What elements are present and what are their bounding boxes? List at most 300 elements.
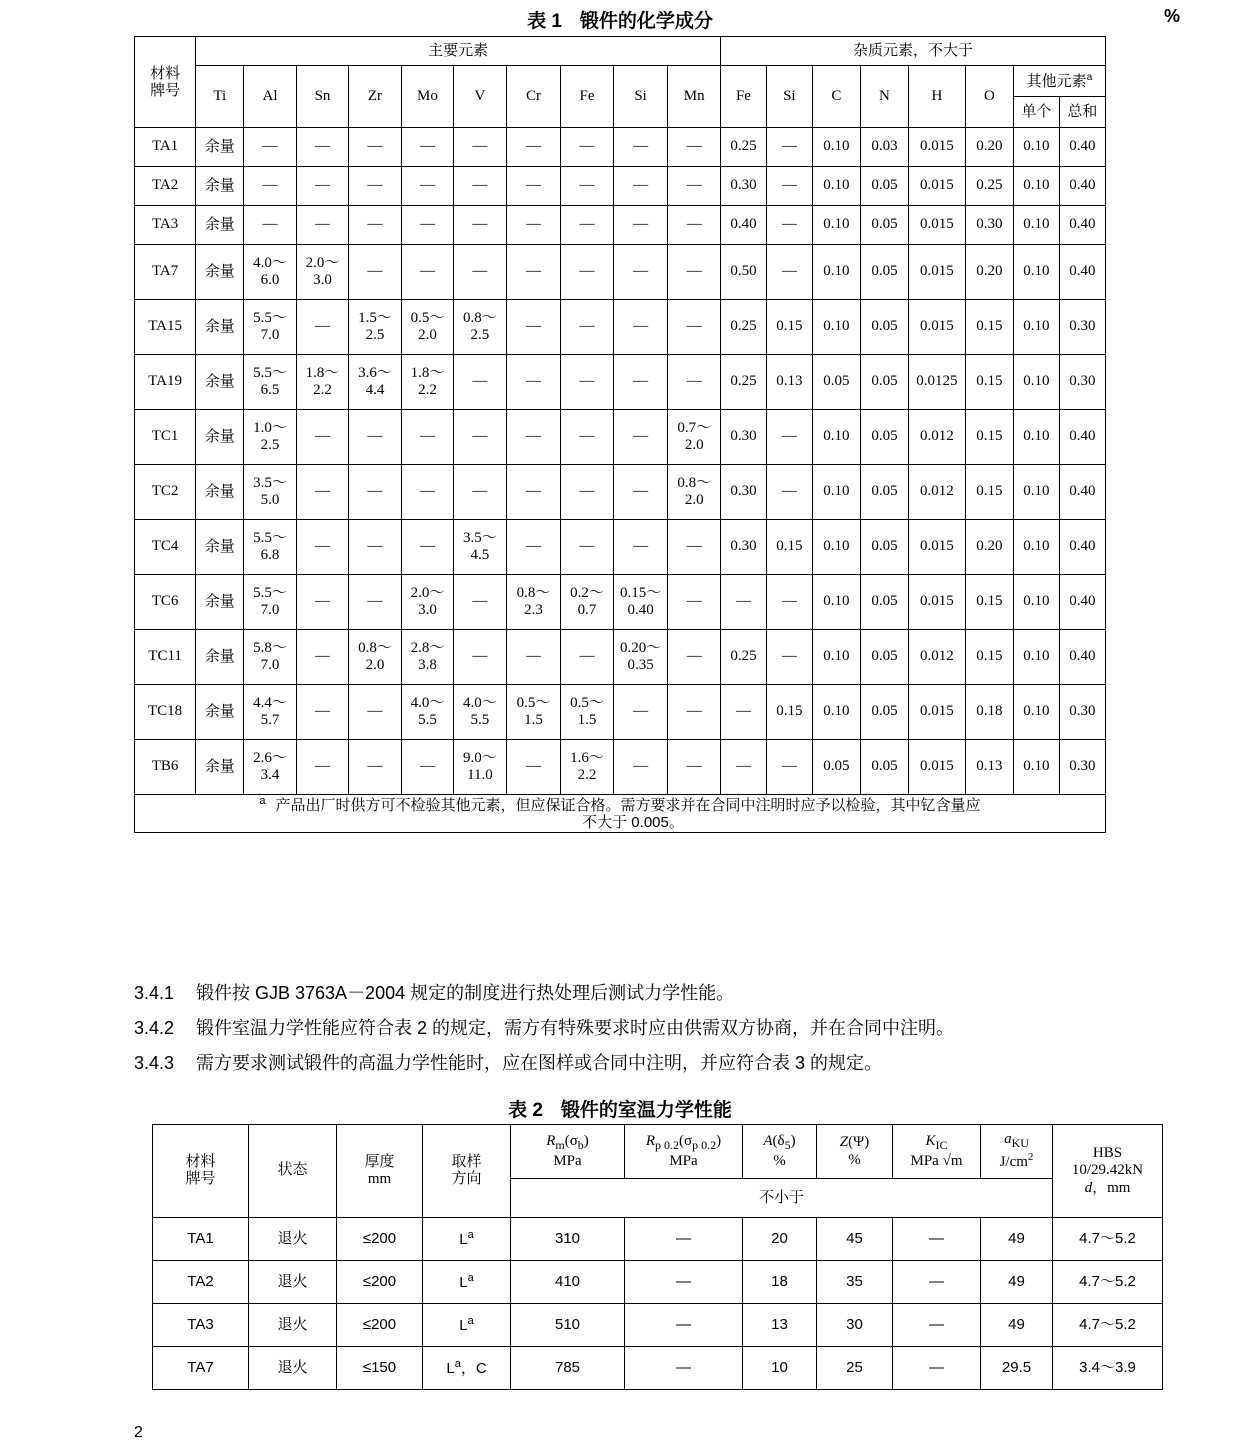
kic-subscript: IC <box>935 1137 948 1152</box>
table2-cell-thickness: ≤200 <box>337 1218 423 1261</box>
a-unit: % <box>773 1152 786 1169</box>
table1-col-other-total: 总和 <box>1059 97 1105 128</box>
table2-cell-state: 退火 <box>249 1261 337 1304</box>
table1-header-material <box>135 37 196 128</box>
table2-cell-aku: 49 <box>981 1304 1053 1347</box>
table1-cell-main-7: — <box>561 465 613 520</box>
table1-cell-grade: TC1 <box>135 410 196 465</box>
table1-col-Ti: Ti <box>196 66 244 128</box>
table1-cell-other-single: 0.10 <box>1013 630 1059 685</box>
table1-cell-main-8: — <box>613 167 668 206</box>
table1-cell-impurity-0: — <box>721 685 767 740</box>
table2-container <box>152 1124 1144 1390</box>
table1-cell-impurity-5: 0.15 <box>965 355 1013 410</box>
table1-cell-main-1: 3.5～ 5.0 <box>244 465 296 520</box>
table1-col-Fe-imp: Fe <box>721 66 767 128</box>
rp-subscript: p 0.2 <box>655 1137 680 1152</box>
table2-cell-state: 退火 <box>249 1304 337 1347</box>
paragraph-number: 3.4.2 <box>134 1018 175 1039</box>
direction-line1: 取样 <box>451 1153 482 1170</box>
table1-cell-main-4: 4.0～ 5.5 <box>401 685 453 740</box>
a-paren-sub: 5 <box>784 1137 791 1152</box>
table1-cell-main-0: 余量 <box>196 410 244 465</box>
table1-cell-main-6: — <box>506 245 561 300</box>
table1-cell-main-4: — <box>401 410 453 465</box>
table1-cell-main-1: 5.5～ 6.8 <box>244 520 296 575</box>
table1-cell-main-8: — <box>613 300 668 355</box>
table1-cell-main-6: 0.8～ 2.3 <box>506 575 561 630</box>
table1-cell-main-1: 1.0～ 2.5 <box>244 410 296 465</box>
direction-line2: 方向 <box>451 1171 482 1187</box>
table1-cell-main-6: — <box>506 740 561 795</box>
table1-cell-impurity-4: 0.012 <box>909 410 966 465</box>
table1-cell-other-total: 0.40 <box>1059 520 1105 575</box>
table1-cell-impurity-1: — <box>766 410 812 465</box>
table2-cell-rp: — <box>625 1347 743 1390</box>
table1-cell-impurity-0: 0.30 <box>721 520 767 575</box>
table1-col-C: C <box>812 66 860 128</box>
table2-cell-rp: — <box>625 1218 743 1261</box>
table2-cell-thickness: ≤150 <box>337 1347 423 1390</box>
table1-cell-other-single: 0.10 <box>1013 740 1059 795</box>
table1-cell-main-5: — <box>454 465 506 520</box>
z-unit: % <box>848 1151 861 1168</box>
table1-cell-other-single: 0.10 <box>1013 300 1059 355</box>
table1-cell-main-6: — <box>506 300 561 355</box>
paragraph-3-4-2 <box>134 1011 1134 1046</box>
rm-symbol: R <box>546 1132 556 1149</box>
table1-cell-other-single: 0.10 <box>1013 410 1059 465</box>
table1-cell-impurity-0: 0.30 <box>721 465 767 520</box>
table1-cell-main-1: — <box>244 167 296 206</box>
table1-cell-main-3: — <box>349 520 401 575</box>
table1-cell-other-single: 0.10 <box>1013 128 1059 167</box>
table1-cell-impurity-1: — <box>766 245 812 300</box>
table2-cell-state: 退火 <box>249 1347 337 1390</box>
thickness-line2: mm <box>367 1171 392 1187</box>
table1-cell-impurity-3: 0.05 <box>860 520 908 575</box>
table2-cell-grade: TA3 <box>153 1304 249 1347</box>
rp-symbol: R <box>645 1132 656 1149</box>
table2-cell-direction: $L^a$，C <box>423 1347 511 1390</box>
table1-cell-main-2: — <box>296 128 348 167</box>
a-paren-open: (δ <box>772 1132 785 1149</box>
table2-cell-aku: 49 <box>981 1261 1053 1304</box>
table1-cell-main-2: — <box>296 300 348 355</box>
table1-cell-main-3: — <box>349 245 401 300</box>
paragraph-3-4-3 <box>134 1046 1134 1081</box>
table1-cell-impurity-3: 0.05 <box>860 245 908 300</box>
table1-col-H: H <box>909 66 966 128</box>
table1-cell-impurity-1: — <box>766 167 812 206</box>
table2-cell-rp: — <box>625 1261 743 1304</box>
table1-cell-main-0: 余量 <box>196 128 244 167</box>
table1-cell-main-9: — <box>668 575 721 630</box>
table1-cell-grade: TC18 <box>135 685 196 740</box>
table1-cell-main-5: — <box>454 630 506 685</box>
table1-cell-other-total: 0.30 <box>1059 355 1105 410</box>
table1-cell-main-7: 0.5～ 1.5 <box>561 685 613 740</box>
table1-cell-other-total: 0.40 <box>1059 630 1105 685</box>
table1-cell-main-9: — <box>668 630 721 685</box>
table-row <box>135 206 1106 245</box>
aku-unit: J/cm <box>999 1154 1028 1171</box>
paragraph-text: 锻件室温力学性能应符合表 2 的规定，需方有特殊要求时应由供需双方协商，并在合同中注明。 <box>196 1018 955 1039</box>
table1-cell-main-4: — <box>401 520 453 575</box>
table1-cell-impurity-2: 0.05 <box>812 355 860 410</box>
table1-cell-main-3: — <box>349 410 401 465</box>
table-row <box>153 1304 1163 1347</box>
table1-cell-main-5: — <box>454 245 506 300</box>
table1-cell-impurity-5: 0.30 <box>965 206 1013 245</box>
table1-cell-impurity-1: — <box>766 575 812 630</box>
table2-cell-z: 25 <box>817 1347 893 1390</box>
table2-cell-grade: TA1 <box>153 1218 249 1261</box>
table1-cell-main-0: 余量 <box>196 355 244 410</box>
table1-cell-main-1: 4.0～ 6.0 <box>244 245 296 300</box>
table1-cell-impurity-0: 0.25 <box>721 128 767 167</box>
aku-symbol: a <box>1004 1131 1012 1148</box>
table-row <box>153 1218 1163 1261</box>
table2-not-less-than: 不小于 <box>511 1179 1053 1218</box>
table1-col-O: O <box>965 66 1013 128</box>
table2-header-material <box>153 1125 249 1218</box>
table1-cell-other-total: 0.30 <box>1059 300 1105 355</box>
table1-cell-main-2: — <box>296 575 348 630</box>
table1-cell-main-9: — <box>668 355 721 410</box>
table1-cell-main-5: 4.0～ 5.5 <box>454 685 506 740</box>
table1-cell-impurity-1: — <box>766 740 812 795</box>
table-row <box>135 685 1106 740</box>
hbs-d-symbol: d <box>1084 1179 1093 1196</box>
table1-cell-main-3: — <box>349 740 401 795</box>
table1-cell-impurity-2: 0.10 <box>812 685 860 740</box>
table1-cell-main-3: 1.5～ 2.5 <box>349 300 401 355</box>
table1-cell-main-5: — <box>454 410 506 465</box>
table1-cell-main-5: 3.5～ 4.5 <box>454 520 506 575</box>
table1-col-V: V <box>454 66 506 128</box>
table1-cell-main-4: 2.0～ 3.0 <box>401 575 453 630</box>
table2-cell-aku: 49 <box>981 1218 1053 1261</box>
table1-cell-grade: TA3 <box>135 206 196 245</box>
table1-cell-main-2: 1.8～ 2.2 <box>296 355 348 410</box>
table1-cell-main-0: 余量 <box>196 740 244 795</box>
table1-col-other <box>1013 66 1105 97</box>
table1-caption <box>0 6 1240 33</box>
table1-cell-impurity-2: 0.10 <box>812 167 860 206</box>
table1-cell-impurity-3: 0.05 <box>860 575 908 630</box>
table1-cell-main-1: 2.6～ 3.4 <box>244 740 296 795</box>
table1-cell-main-6: — <box>506 206 561 245</box>
table1-cell-main-7: 1.6～ 2.2 <box>561 740 613 795</box>
table1-cell-main-8: — <box>613 128 668 167</box>
table1-cell-main-2: 2.0～ 3.0 <box>296 245 348 300</box>
table1-cell-impurity-5: 0.18 <box>965 685 1013 740</box>
table1-group-main: 主要元素 <box>196 37 721 66</box>
table1-cell-main-2: — <box>296 465 348 520</box>
table1-caption-text: 锻件的化学成分 <box>579 11 713 32</box>
table1-cell-main-4: — <box>401 465 453 520</box>
table1-cell-main-7: — <box>561 410 613 465</box>
table2-header-z <box>817 1125 893 1179</box>
table1-cell-grade: TA2 <box>135 167 196 206</box>
table1-col-Si-main: Si <box>613 66 668 128</box>
table1-cell-main-9: — <box>668 245 721 300</box>
table1-cell-main-8: — <box>613 355 668 410</box>
table1-cell-other-total: 0.40 <box>1059 206 1105 245</box>
table1-cell-impurity-2: 0.10 <box>812 575 860 630</box>
rp-paren-close: ) <box>716 1132 722 1149</box>
table2-header-rm <box>511 1125 625 1179</box>
material-line2: 牌号 <box>185 1171 216 1187</box>
table1-cell-impurity-4: 0.015 <box>909 300 966 355</box>
table1-cell-impurity-4: 0.0125 <box>909 355 966 410</box>
table1-col-Si-imp: Si <box>766 66 812 128</box>
table1-cell-impurity-3: 0.05 <box>860 410 908 465</box>
table1-cell-main-4: 1.8～ 2.2 <box>401 355 453 410</box>
table1-cell-main-0: 余量 <box>196 465 244 520</box>
table1-cell-main-1: — <box>244 206 296 245</box>
table1-cell-main-4: 2.8～ 3.8 <box>401 630 453 685</box>
table1-cell-main-7: — <box>561 630 613 685</box>
table1-cell-impurity-1: 0.15 <box>766 685 812 740</box>
footnote-marker: a <box>259 795 266 807</box>
table1-cell-main-7: — <box>561 300 613 355</box>
table1-cell-impurity-3: 0.05 <box>860 685 908 740</box>
table-row <box>135 300 1106 355</box>
table2-cell-thickness: ≤200 <box>337 1261 423 1304</box>
table1-cell-other-total: 0.40 <box>1059 465 1105 520</box>
table1-cell-main-4: — <box>401 245 453 300</box>
table1-cell-impurity-0: 0.50 <box>721 245 767 300</box>
table1-cell-other-single: 0.10 <box>1013 520 1059 575</box>
table1-cell-main-1: 5.8～ 7.0 <box>244 630 296 685</box>
table2-cell-hbs: 3.4～3.9 <box>1053 1347 1163 1390</box>
table1-cell-impurity-5: 0.20 <box>965 245 1013 300</box>
table2-cell-z: 30 <box>817 1304 893 1347</box>
table2-cell-grade: TA2 <box>153 1261 249 1304</box>
table2-cell-grade: TA7 <box>153 1347 249 1390</box>
table1-col-Al: Al <box>244 66 296 128</box>
a-symbol: A <box>763 1132 773 1149</box>
table1-cell-impurity-5: 0.25 <box>965 167 1013 206</box>
table2-caption-number: 表 2 <box>508 1100 543 1121</box>
table1-cell-impurity-2: 0.10 <box>812 410 860 465</box>
table2-cell-kic: — <box>893 1218 981 1261</box>
table1-cell-impurity-0: 0.25 <box>721 630 767 685</box>
table1-cell-main-4: — <box>401 206 453 245</box>
table1-cell-main-9: — <box>668 167 721 206</box>
table2-cell-a: 18 <box>743 1261 817 1304</box>
table1-cell-other-single: 0.10 <box>1013 465 1059 520</box>
table2-cell-kic: — <box>893 1304 981 1347</box>
table1-cell-impurity-0: 0.25 <box>721 355 767 410</box>
footnote-line1: 产品出厂时供方可不检验其他元素，但应保证合格。需方要求并在合同中注明时应予以检验，其中钇含量应 <box>275 797 981 814</box>
hbs-line1: HBS <box>1092 1145 1123 1162</box>
table1-cell-impurity-4: 0.015 <box>909 245 966 300</box>
table1-cell-main-0: 余量 <box>196 575 244 630</box>
table-row <box>153 1347 1163 1390</box>
footnote-line2: 不大于 0.005。 <box>582 814 684 832</box>
table1-cell-main-6: — <box>506 465 561 520</box>
table2-header-state: 状态 <box>249 1125 337 1218</box>
table1-cell-impurity-4: 0.015 <box>909 520 966 575</box>
table1-col-Cr: Cr <box>506 66 561 128</box>
table1-cell-main-9: — <box>668 300 721 355</box>
material-line2: 牌号 <box>150 82 181 99</box>
table1-cell-main-3: — <box>349 465 401 520</box>
table2-cell-aku: 29.5 <box>981 1347 1053 1390</box>
paragraph-number: 3.4.1 <box>134 983 175 1003</box>
other-elements-footnote-mark: a <box>1086 71 1093 83</box>
paragraph-number: 3.4.3 <box>134 1053 175 1074</box>
table1-col-Mn: Mn <box>668 66 721 128</box>
aku-subscript: KU <box>1011 1136 1029 1151</box>
table1-cell-other-total: 0.40 <box>1059 410 1105 465</box>
table1-cell-main-4: — <box>401 128 453 167</box>
table1-cell-main-1: — <box>244 128 296 167</box>
table1-cell-main-8: — <box>613 410 668 465</box>
table1-cell-main-7: 0.2～ 0.7 <box>561 575 613 630</box>
table2-cell-kic: — <box>893 1261 981 1304</box>
table1-cell-impurity-1: — <box>766 128 812 167</box>
table1-cell-main-2: — <box>296 685 348 740</box>
table1-cell-other-total: 0.40 <box>1059 167 1105 206</box>
table1-footnote <box>135 795 1106 833</box>
table1-cell-impurity-0: — <box>721 575 767 630</box>
table1-col-Mo: Mo <box>401 66 453 128</box>
table1-cell-main-2: — <box>296 630 348 685</box>
table1-cell-impurity-2: 0.10 <box>812 520 860 575</box>
table1-cell-main-3: — <box>349 167 401 206</box>
table1-unit: % <box>1163 6 1180 26</box>
table1-cell-impurity-4: 0.015 <box>909 206 966 245</box>
table1-container <box>134 36 1106 833</box>
table1-cell-grade: TA15 <box>135 300 196 355</box>
table1-cell-main-6: — <box>506 128 561 167</box>
table1-cell-main-2: — <box>296 167 348 206</box>
table1-cell-impurity-2: 0.10 <box>812 630 860 685</box>
table1-cell-main-0: 余量 <box>196 206 244 245</box>
table1-cell-main-5: 9.0～ 11.0 <box>454 740 506 795</box>
table1-cell-impurity-5: 0.15 <box>965 300 1013 355</box>
table1-cell-main-9: — <box>668 685 721 740</box>
table1-cell-other-single: 0.10 <box>1013 245 1059 300</box>
page-number: 2 <box>134 1424 143 1441</box>
table-row <box>135 128 1106 167</box>
table1-cell-main-3: — <box>349 128 401 167</box>
rm-paren-sub: b <box>577 1137 584 1152</box>
table1-cell-impurity-1: — <box>766 630 812 685</box>
table1-cell-main-3: 3.6～ 4.4 <box>349 355 401 410</box>
table2-cell-rp: — <box>625 1304 743 1347</box>
kic-sqrt: √m <box>942 1152 963 1169</box>
table1-cell-impurity-3: 0.05 <box>860 300 908 355</box>
table1-cell-main-5: — <box>454 167 506 206</box>
table1-cell-impurity-2: 0.10 <box>812 206 860 245</box>
table2-cell-direction: $L^a$ <box>423 1218 511 1261</box>
kic-unit: MPa <box>910 1152 939 1169</box>
table1-cell-other-total: 0.30 <box>1059 685 1105 740</box>
table1-cell-grade: TC2 <box>135 465 196 520</box>
table1-group-impurity: 杂质元素，不大于 <box>721 37 1106 66</box>
table1-cell-impurity-2: 0.05 <box>812 740 860 795</box>
table1-cell-impurity-0: 0.40 <box>721 206 767 245</box>
table1-cell-main-9: — <box>668 128 721 167</box>
table1-cell-impurity-5: 0.13 <box>965 740 1013 795</box>
table1-cell-other-total: 0.40 <box>1059 575 1105 630</box>
table1-cell-main-7: — <box>561 245 613 300</box>
table1-cell-impurity-5: 0.15 <box>965 575 1013 630</box>
table2-cell-direction: $L^a$ <box>423 1261 511 1304</box>
table1-cell-main-7: — <box>561 167 613 206</box>
rm-paren-close: ) <box>583 1132 589 1149</box>
table1-cell-main-4: — <box>401 740 453 795</box>
table1-cell-main-8: — <box>613 685 668 740</box>
table1-cell-impurity-4: 0.015 <box>909 128 966 167</box>
paragraph-block <box>134 976 1134 1081</box>
table1-col-N: N <box>860 66 908 128</box>
table1-col-Zr: Zr <box>349 66 401 128</box>
table1-cell-grade: TA1 <box>135 128 196 167</box>
table1-cell-impurity-5: 0.20 <box>965 520 1013 575</box>
table1-cell-main-2: — <box>296 740 348 795</box>
table1-cell-main-0: 余量 <box>196 520 244 575</box>
material-line1: 材料 <box>150 64 181 82</box>
table1-col-Fe-main: Fe <box>561 66 613 128</box>
table1-cell-main-6: — <box>506 520 561 575</box>
table2-cell-rm: 510 <box>511 1304 625 1347</box>
table1-cell-impurity-0: 0.25 <box>721 300 767 355</box>
table1-cell-impurity-3: 0.05 <box>860 167 908 206</box>
table1-cell-main-8: — <box>613 465 668 520</box>
table1-cell-impurity-1: — <box>766 465 812 520</box>
table2-cell-rm: 410 <box>511 1261 625 1304</box>
table1-cell-main-4: — <box>401 167 453 206</box>
z-paren: (Ψ) <box>848 1134 870 1151</box>
rp-paren-open: (σ <box>679 1132 693 1149</box>
table1-cell-impurity-2: 0.10 <box>812 245 860 300</box>
table1 <box>134 36 1106 833</box>
table1-cell-main-6: — <box>506 355 561 410</box>
table1-cell-other-single: 0.10 <box>1013 685 1059 740</box>
table1-cell-main-9: — <box>668 206 721 245</box>
table1-cell-main-4: 0.5～ 2.0 <box>401 300 453 355</box>
table2-cell-thickness: ≤200 <box>337 1304 423 1347</box>
table1-cell-main-6: — <box>506 167 561 206</box>
table2-cell-a: 10 <box>743 1347 817 1390</box>
table1-cell-other-total: 0.30 <box>1059 740 1105 795</box>
table2-header-direction <box>423 1125 511 1218</box>
table2-header-rp <box>625 1125 743 1179</box>
table1-cell-main-5: — <box>454 128 506 167</box>
table1-cell-impurity-1: 0.15 <box>766 520 812 575</box>
rp-paren-sub: p 0.2 <box>692 1137 717 1152</box>
table2-header-hbs <box>1053 1125 1163 1218</box>
aku-unit-sup: 2 <box>1027 1151 1034 1164</box>
table-row <box>135 575 1106 630</box>
a-paren-close: ) <box>790 1132 796 1149</box>
table1-cell-main-9: 0.8～ 2.0 <box>668 465 721 520</box>
table2-cell-direction: $L^a$ <box>423 1304 511 1347</box>
table2 <box>152 1124 1163 1390</box>
table2-cell-hbs: 4.7～5.2 <box>1053 1304 1163 1347</box>
table1-cell-main-1: 5.5～ 6.5 <box>244 355 296 410</box>
table2-header-aku <box>981 1125 1053 1179</box>
table1-cell-impurity-2: 0.10 <box>812 128 860 167</box>
table2-cell-rm: 785 <box>511 1347 625 1390</box>
table2-cell-z: 45 <box>817 1218 893 1261</box>
